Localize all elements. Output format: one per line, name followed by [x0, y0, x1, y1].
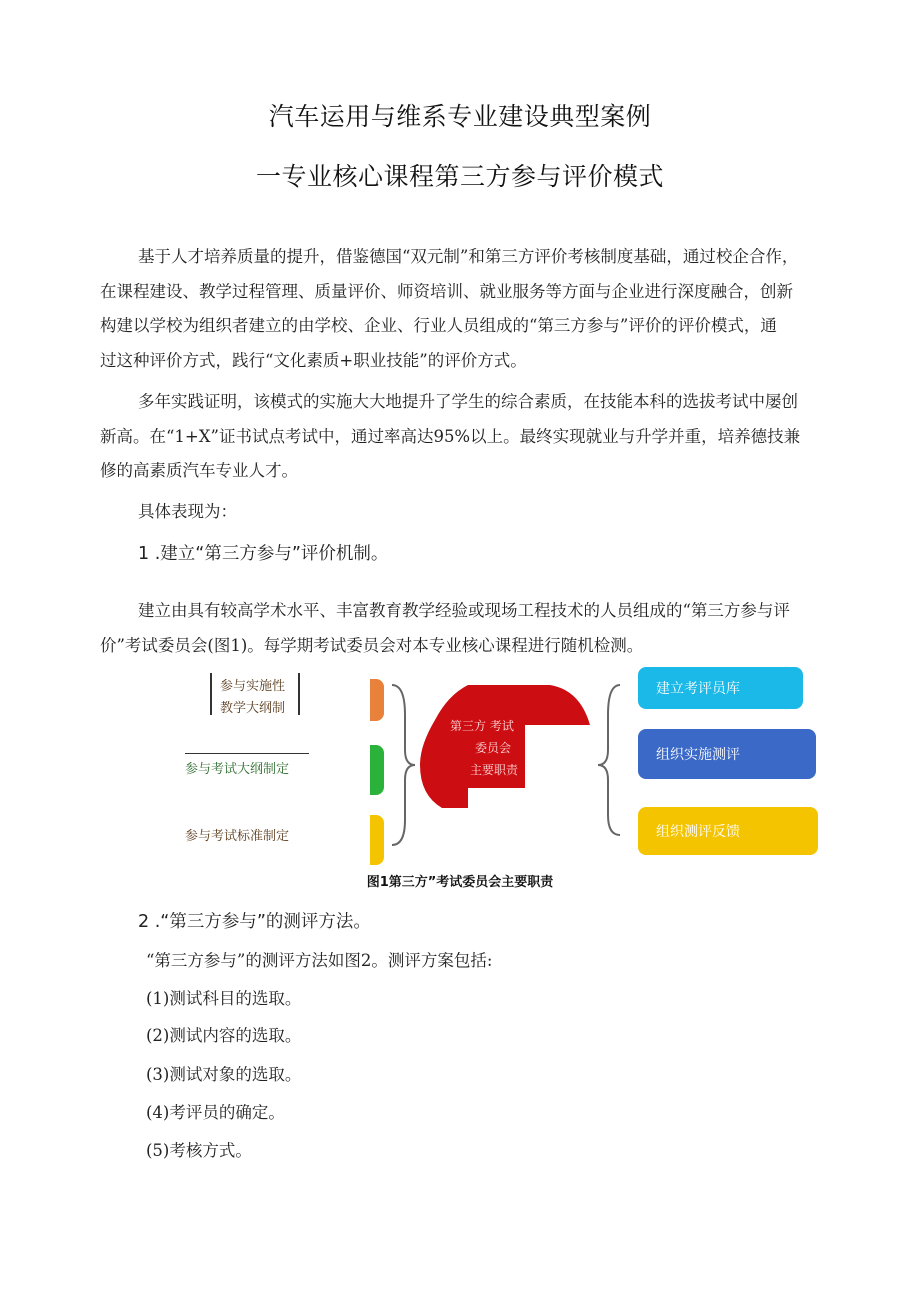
intro-paragraph-3: 具体表现为： [138, 502, 237, 521]
committee-duties-diagram [180, 665, 830, 865]
section-1-heading: 1 .建立“第三方参与”评价机制。 [138, 544, 389, 564]
list-item: (3)测试对象的选取。 [146, 1065, 302, 1084]
left-brace [392, 685, 415, 845]
text-line: 价”考试委员会(图1)。每学期考试委员会对本专业核心课程进行随机检测。 [100, 635, 644, 655]
page-title: 汽车运用与维系专业建设典型案例 [268, 102, 652, 131]
center-text: 委员会 [475, 741, 512, 755]
section-2-intro: “第三方参与”的测评方法如图2。测评方案包括: [146, 951, 493, 970]
page-subtitle: 一专业核心课程第三方参与评价模式 [255, 162, 664, 191]
list-item: (5)考核方式。 [146, 1141, 252, 1160]
text-line: 在课程建设、教学过程管理、质量评价、师资培训、就业服务等方面与企业进行深度融合，创新 [100, 281, 793, 301]
left-label: 教学大纲制 [220, 701, 286, 716]
text-line: 修的高素质汽车专业人才。 [100, 461, 298, 480]
text-line: 基于人才培养质量的提升，借鉴德国“双元制”和第三方评价考核制度基础，通过校企合作， [138, 247, 799, 266]
red-shape-right [525, 685, 590, 725]
text-line: 构建以学校为组织者建立的由学校、企业、行业人员组成的“第三方参与”评价的评价模式，通 [100, 316, 777, 335]
figure-caption: 图1第三方”考试委员会主要职责 [366, 875, 554, 890]
text-line: 多年实践证明，该模式的实施大大地提升了学生的综合素质，在技能本科的选拔考试中屡创 [138, 392, 798, 411]
text-line: 新高。在“1+X”证书试点考试中，通过率高达95%以上。最终实现就业与升学并重，培养德技兼 [100, 426, 801, 446]
duty-box-build-examiner-pool: 建立考评员库 [638, 667, 803, 709]
section-2-heading: 2 .“第三方参与”的测评方法。 [138, 912, 371, 932]
center-text: 主要职责 [470, 763, 519, 777]
left-label: 参与实施性 [220, 679, 286, 694]
text-line: 建立由具有较高学术水平、丰富教育教学经验或现场工程技术的人员组成的“第三方参与评 [138, 601, 790, 620]
left-label: 参与考试标准制定 [185, 829, 290, 844]
duty-box-organize-assessment: 组织实施测评 [638, 729, 816, 779]
right-brace [598, 685, 620, 835]
intro-paragraph-2 [100, 385, 840, 489]
center-text: 第三方 考试 [450, 719, 514, 733]
duty-box-organize-feedback: 组织测评反馈 [638, 807, 818, 855]
list-item: (1)测试科目的选取。 [146, 989, 302, 1008]
list-item: (2)测试内容的选取。 [146, 1026, 302, 1045]
list-item: (4)考评员的确定。 [146, 1103, 285, 1122]
left-label: 参与考试大纲制定 [185, 762, 290, 777]
section-1-body [100, 594, 840, 663]
text-line: 过这种评价方式，践行“文化素质+职业技能”的评价方式。 [100, 350, 527, 370]
intro-paragraph-1 [100, 240, 840, 378]
